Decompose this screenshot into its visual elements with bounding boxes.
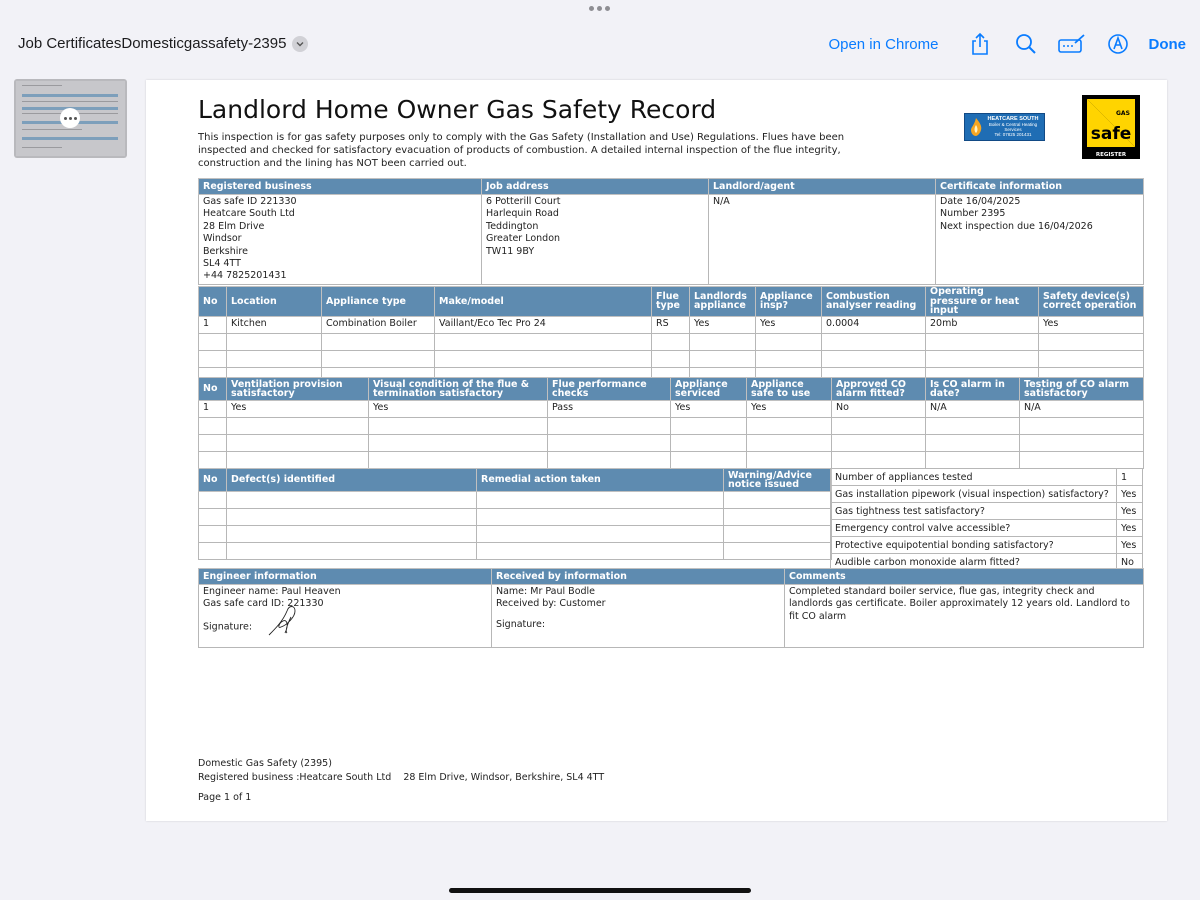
table-cell bbox=[548, 452, 671, 469]
table-cell bbox=[1039, 350, 1144, 367]
appliances-header: Appliance type bbox=[322, 287, 435, 317]
engineer-signature bbox=[265, 603, 305, 637]
table-cell: N/A bbox=[1020, 401, 1144, 418]
summary-label: Audible carbon monoxide alarm fitted? bbox=[831, 554, 1117, 571]
table-cell bbox=[227, 435, 369, 452]
table-row bbox=[199, 526, 832, 543]
summary-value: Yes bbox=[1117, 503, 1143, 520]
table-cell: Yes bbox=[227, 401, 369, 418]
table-cell bbox=[227, 350, 322, 367]
table-cell bbox=[926, 333, 1039, 350]
heatcare-logo bbox=[964, 113, 1045, 141]
table-row bbox=[199, 333, 1144, 350]
table-cell bbox=[548, 418, 671, 435]
engineer-table bbox=[198, 568, 1144, 648]
summary-row bbox=[831, 469, 1143, 486]
page-thumbnail[interactable] bbox=[14, 79, 127, 158]
table-cell: N/A bbox=[926, 401, 1020, 418]
engineer-info bbox=[199, 585, 492, 648]
footer-line2: Registered business :Heatcare South Ltd 28 Elm Drive, Windsor, Berkshire, SL4 4TT bbox=[198, 772, 605, 783]
table-cell bbox=[690, 333, 756, 350]
footer-line1: Domestic Gas Safety (2395) bbox=[198, 758, 332, 769]
table-cell bbox=[227, 452, 369, 469]
certificate-information: Date 16/04/2025 Number 2395 Next inspection due 16/04/2026 bbox=[936, 195, 1144, 285]
summary-value: No bbox=[1117, 554, 1143, 571]
gas-safe-register-logo bbox=[1082, 95, 1140, 159]
table-cell: Yes bbox=[1039, 316, 1144, 333]
markup-icon[interactable] bbox=[1057, 30, 1087, 58]
summary-row bbox=[831, 503, 1143, 520]
appliances-header: Safety device(s) correct operation bbox=[1039, 287, 1144, 317]
summary-row bbox=[831, 537, 1143, 554]
table-cell: RS bbox=[652, 316, 690, 333]
appliances-header: Location bbox=[227, 287, 322, 317]
summary-value: Yes bbox=[1117, 537, 1143, 554]
table-cell bbox=[227, 418, 369, 435]
table-cell bbox=[671, 452, 747, 469]
gas-safe-word: safe bbox=[1090, 124, 1132, 144]
table-cell bbox=[199, 333, 227, 350]
heatcare-line2: Services bbox=[1004, 127, 1022, 132]
table-cell bbox=[822, 333, 926, 350]
table-cell: Yes bbox=[369, 401, 548, 418]
table-cell bbox=[435, 350, 652, 367]
table-row bbox=[199, 316, 1144, 333]
summary-row bbox=[831, 486, 1143, 503]
table-cell bbox=[756, 333, 822, 350]
checks-header: Approved CO alarm fitted? bbox=[832, 378, 926, 401]
search-icon[interactable] bbox=[1011, 30, 1041, 58]
table-row bbox=[199, 509, 832, 526]
table-cell bbox=[322, 333, 435, 350]
defects-header: Warning/Advice notice issued bbox=[724, 469, 832, 492]
table-cell: 0.0004 bbox=[822, 316, 926, 333]
job-address: 6 Potterill Court Harlequin Road Teddington Greater London TW11 9BY bbox=[482, 195, 709, 285]
document-title-menu[interactable] bbox=[18, 35, 308, 52]
table-cell: Combination Boiler bbox=[322, 316, 435, 333]
table-cell bbox=[832, 435, 926, 452]
toolbar bbox=[0, 28, 1200, 60]
checks-header: Flue performance checks bbox=[548, 378, 671, 401]
table-cell bbox=[435, 333, 652, 350]
table-cell bbox=[926, 418, 1020, 435]
open-in-chrome-button[interactable]: Open in Chrome bbox=[828, 35, 939, 53]
table-cell: Pass bbox=[548, 401, 671, 418]
chevron-down-icon[interactable] bbox=[292, 36, 308, 52]
table-cell bbox=[369, 435, 548, 452]
table-cell bbox=[369, 418, 548, 435]
summary-label: Emergency control valve accessible? bbox=[831, 520, 1117, 537]
table-cell bbox=[747, 435, 832, 452]
comments: Completed standard boiler service, flue gas, integrity check and landlords gas certificate. Boiler approximately 12 years old. Landlord to fit CO alarm bbox=[785, 585, 1144, 648]
summary-row bbox=[831, 520, 1143, 537]
table-cell bbox=[671, 418, 747, 435]
table-cell bbox=[199, 350, 227, 367]
appliances-header: Make/model bbox=[435, 287, 652, 317]
appliances-table bbox=[198, 286, 1144, 385]
table-cell bbox=[652, 333, 690, 350]
table-cell bbox=[322, 350, 435, 367]
heatcare-phone: Tel: 07825 201431 bbox=[994, 132, 1032, 137]
defects-header: Defect(s) identified bbox=[227, 469, 477, 492]
defects-table bbox=[198, 468, 832, 560]
heatcare-line1: Boiler & Central Heating bbox=[988, 122, 1038, 127]
table-row bbox=[199, 418, 1144, 435]
annotate-icon[interactable] bbox=[1103, 30, 1133, 58]
table-row bbox=[199, 452, 1144, 469]
info-header: Job address bbox=[482, 179, 709, 195]
checks-header: Appliance serviced bbox=[671, 378, 747, 401]
table-cell: Yes bbox=[756, 316, 822, 333]
summary-label: Number of appliances tested bbox=[831, 469, 1117, 486]
checks-header: Appliance safe to use bbox=[747, 378, 832, 401]
landlord-agent: N/A bbox=[709, 195, 936, 285]
table-cell: Kitchen bbox=[227, 316, 322, 333]
appliances-header: Combustion analyser reading bbox=[822, 287, 926, 317]
table-cell bbox=[1020, 452, 1144, 469]
table-cell bbox=[671, 435, 747, 452]
table-row bbox=[199, 492, 832, 509]
registered-business: Gas safe ID 221330 Heatcare South Ltd 28 Elm Drive Windsor Berkshire SL4 4TT +44 7825201431 bbox=[199, 195, 482, 285]
summary-value: 1 bbox=[1117, 469, 1143, 486]
summary-label: Gas installation pipework (visual inspection) satisfactory? bbox=[831, 486, 1117, 503]
summary-label: Gas tightness test satisfactory? bbox=[831, 503, 1117, 520]
summary-table bbox=[830, 468, 1143, 571]
summary-value: Yes bbox=[1117, 486, 1143, 503]
table-cell: Vaillant/Eco Tec Pro 24 bbox=[435, 316, 652, 333]
appliances-header: Appliance insp? bbox=[756, 287, 822, 317]
table-cell bbox=[652, 350, 690, 367]
gas-safe-bottom: REGISTER bbox=[1095, 152, 1127, 158]
table-cell: Yes bbox=[690, 316, 756, 333]
table-cell bbox=[199, 452, 227, 469]
table-row bbox=[199, 350, 1144, 367]
document-page bbox=[146, 80, 1167, 821]
engineer-header: Comments bbox=[785, 569, 1144, 585]
table-row bbox=[199, 401, 1144, 418]
table-cell: 1 bbox=[199, 316, 227, 333]
info-header: Certificate information bbox=[936, 179, 1144, 195]
table-cell bbox=[926, 435, 1020, 452]
table-cell: Yes bbox=[671, 401, 747, 418]
table-cell bbox=[690, 350, 756, 367]
document-title: Job CertificatesDomesticgassafety-2395 bbox=[18, 35, 287, 52]
table-cell bbox=[832, 418, 926, 435]
intro-text: This inspection is for gas safety purposes only to comply with the Gas Safety (Installation and Use) Regulations. Flues have been inspected and checked for satisfactory evacuation of products of combustion. A detailed internal inspection of the flue integrity, construction and the lining has NOT been carried out. bbox=[198, 132, 845, 169]
defects-header: Remedial action taken bbox=[477, 469, 724, 492]
table-cell: 20mb bbox=[926, 316, 1039, 333]
table-cell bbox=[1020, 418, 1144, 435]
table-cell bbox=[822, 350, 926, 367]
table-cell bbox=[747, 452, 832, 469]
appliances-header: Flue type bbox=[652, 287, 690, 317]
checks-header: Ventilation provision satisfactory bbox=[227, 378, 369, 401]
window-grabber[interactable] bbox=[589, 6, 610, 11]
table-cell bbox=[832, 452, 926, 469]
table-row bbox=[199, 435, 1144, 452]
received-info bbox=[492, 585, 785, 648]
appliances-header: Operating pressure or heat input bbox=[926, 287, 1039, 317]
page-title: Landlord Home Owner Gas Safety Record bbox=[198, 95, 717, 124]
done-button[interactable]: Done bbox=[1148, 35, 1186, 53]
defects-header: No bbox=[199, 469, 227, 492]
engineer-header: Received by information bbox=[492, 569, 785, 585]
table-row bbox=[199, 543, 832, 560]
gas-safe-top: GAS bbox=[1116, 110, 1130, 117]
checks-header: Testing of CO alarm satisfactory bbox=[1020, 378, 1144, 401]
table-cell bbox=[199, 435, 227, 452]
appliances-header: Landlords appliance bbox=[690, 287, 756, 317]
table-cell bbox=[1039, 333, 1144, 350]
engineer-details: Engineer name: Paul Heaven Gas safe card ID: 221330 bbox=[203, 586, 341, 610]
table-cell bbox=[756, 350, 822, 367]
page-number: Page 1 of 1 bbox=[198, 792, 252, 803]
table-cell: 1 bbox=[199, 401, 227, 418]
checks-header: Visual condition of the flue & termination satisfactory bbox=[369, 378, 548, 401]
table-cell bbox=[747, 418, 832, 435]
info-header: Landlord/agent bbox=[709, 179, 936, 195]
table-cell bbox=[199, 418, 227, 435]
checks-header: No bbox=[199, 378, 227, 401]
table-cell: No bbox=[832, 401, 926, 418]
table-cell bbox=[926, 350, 1039, 367]
checks-table bbox=[198, 377, 1144, 469]
received-details: Name: Mr Paul Bodle Received by: Customer bbox=[496, 586, 606, 610]
table-cell bbox=[926, 452, 1020, 469]
thumbnail-more-icon[interactable] bbox=[60, 108, 80, 128]
summary-label: Protective equipotential bonding satisfactory? bbox=[831, 537, 1117, 554]
checks-header: Is CO alarm in date? bbox=[926, 378, 1020, 401]
table-cell bbox=[548, 435, 671, 452]
info-header: Registered business bbox=[199, 179, 482, 195]
home-indicator[interactable] bbox=[449, 888, 751, 893]
summary-value: Yes bbox=[1117, 520, 1143, 537]
engineer-header: Engineer information bbox=[199, 569, 492, 585]
signature-label: Signature: bbox=[203, 621, 253, 633]
table-cell bbox=[369, 452, 548, 469]
share-icon[interactable] bbox=[965, 30, 995, 58]
received-signature-label: Signature: bbox=[496, 618, 546, 630]
table-cell bbox=[227, 333, 322, 350]
info-table bbox=[198, 178, 1144, 285]
flame-icon bbox=[968, 117, 984, 137]
appliances-header: No bbox=[199, 287, 227, 317]
table-cell: Yes bbox=[747, 401, 832, 418]
heatcare-name: HEATCARE SOUTH bbox=[987, 116, 1039, 122]
table-cell bbox=[1020, 435, 1144, 452]
